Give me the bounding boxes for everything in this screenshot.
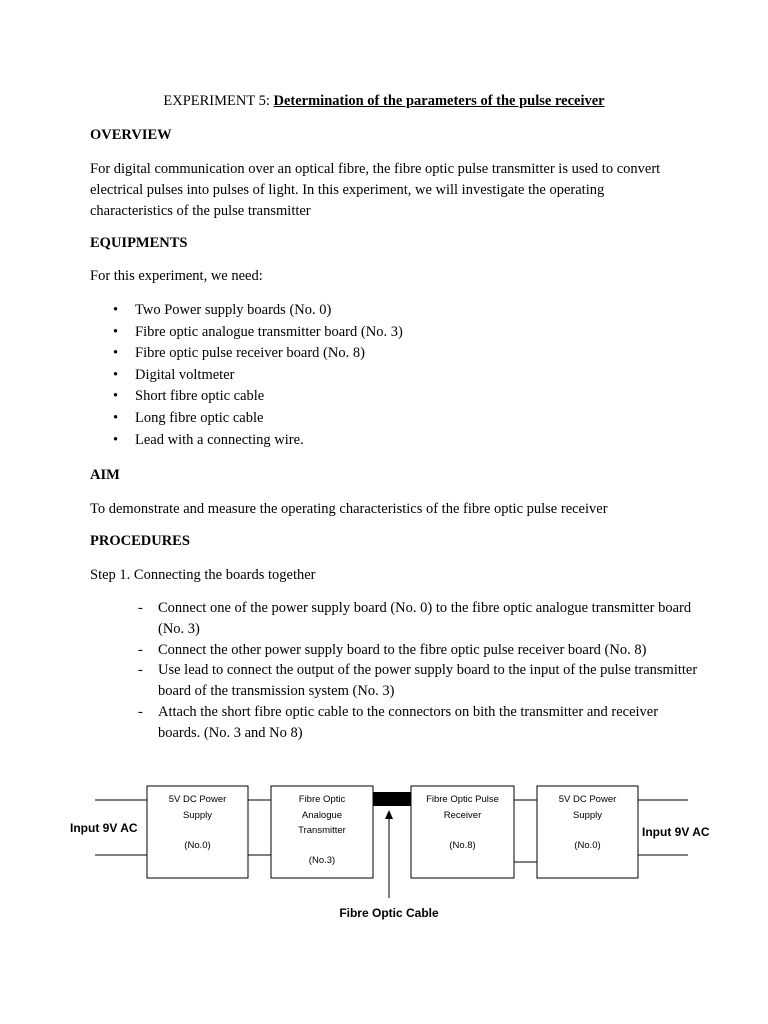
equipment-list [90,300,403,451]
equipments-heading: EQUIPMENTS [90,235,188,251]
procedure-step1: Step 1. Connecting the boards together [90,567,316,583]
box2-line1: Fibre Optic [298,794,346,805]
list-item: • Short fibre optic cable [90,386,403,408]
arrow-up-icon [385,810,393,819]
box4-number: (No.0) [574,840,601,851]
list-item: • Two Power supply boards (No. 0) [90,300,403,322]
list-item: • Fibre optic analogue transmitter board (No. 3) [90,322,403,344]
equipments-intro: For this experiment, we need: [90,268,263,284]
title-prefix: EXPERIMENT 5: [163,93,274,109]
box1-number: (No.0) [184,840,211,851]
box2-line2: Analogue [301,810,343,821]
list-item: - Connect the other power supply board to the fibre optic pulse receiver board (No. 8) [138,640,698,661]
overview-text: For digital communication over an optical fibre, the fibre optic pulse transmitter is used to convert electrical pulses into pulses of light. In this experiment, we will investigate the operating characteristics of the pulse transmitter [90,161,661,219]
aim-heading: AIM [90,467,120,483]
list-item: - Use lead to connect the output of the power supply board to the input of the pulse transmitter board of the transmission system (No. 3) [138,660,698,702]
list-item: - Connect one of the power supply board (No. 0) to the fibre optic analogue transmitter board (No. 3) [138,598,698,640]
box2-line3: Transmitter [298,825,346,836]
box4-line2: Supply [572,810,603,821]
box1-line2: Supply [182,810,213,821]
cable-label: Fibre Optic Cable [339,906,439,920]
box1-line1: 5V DC Power [168,794,227,805]
list-item: - Attach the short fibre optic cable to the connectors on bith the transmitter and receiver boards. (No. 3 and No 8) [138,702,698,744]
procedure-steps [138,598,698,744]
box3-number: (No.8) [449,840,476,851]
box4-line1: 5V DC Power [558,794,617,805]
box3-line2: Receiver [443,810,482,821]
title-main: Determination of the parameters of the pulse receiver [273,93,605,109]
list-item: • Digital voltmeter [90,365,403,387]
list-item: • Lead with a connecting wire. [90,430,403,452]
aim-text: To demonstrate and measure the operating characteristics of the fibre optic pulse receiver [90,501,608,517]
page-title [0,93,768,110]
left-input-label: Input 9V AC [70,821,138,835]
list-item: • Fibre optic pulse receiver board (No. 8) [90,343,403,365]
box2-number: (No.3) [308,855,336,866]
connection-diagram [0,770,768,930]
right-input-label: Input 9V AC [642,825,710,839]
box3-line1: Fibre Optic Pulse [426,794,499,805]
procedures-heading: PROCEDURES [90,533,190,549]
fibre-optic-cable-bar [373,792,411,806]
list-item: • Long fibre optic cable [90,408,403,430]
overview-heading: OVERVIEW [90,127,172,143]
